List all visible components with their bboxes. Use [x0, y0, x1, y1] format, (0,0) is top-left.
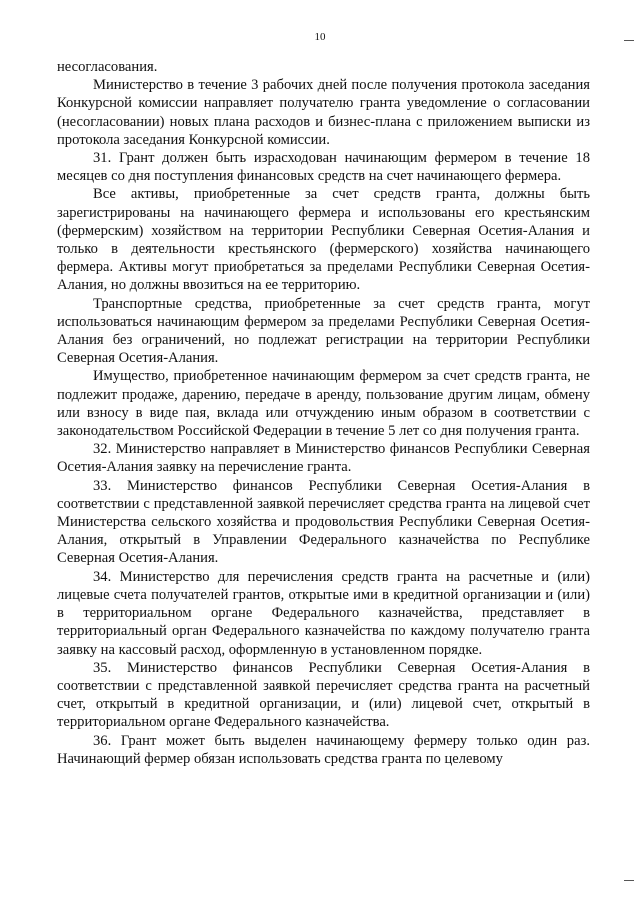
paragraph-clause-32: 32. Министерство направляет в Министерство финансов Республики Северная Осетия-Алания заявку на перечисление гранта. [57, 441, 590, 476]
scan-edge-mark-top [624, 40, 634, 41]
page-number: 10 [314, 31, 326, 43]
paragraph-vehicles: Транспортные средства, приобретенные за счет средств гранта, могут использоваться начинающим фермером за пределами Республики Северная Осетия-Алания без ограничений, но подлежат регистрации на территории Республики Северная Осетия-Алания. [57, 295, 590, 367]
paragraph-clause-36: 36. Грант может быть выделен начинающему фермеру только один раз. Начинающий фермер обязан использовать средства гранта по целевому [57, 732, 590, 767]
paragraph-assets-registration: Все активы, приобретенные за счет средств гранта, должны быть зарегистрированы на начинающего фермера и использованы его крестьянским (фермерским) хозяйством на территории Республики Северная Осетия-Алания и только в деятельности крестьянского (фермерского) хозяйства начинающего фермера. Активы могут приобретаться за пределами Республики Северная Осетия-Алания, но должны ввозиться на ее территорию. [57, 186, 590, 294]
document-body [57, 58, 590, 768]
paragraph-clause-33: 33. Министерство финансов Республики Северная Осетия-Алания в соответствии с представленной заявкой перечисляет средства гранта на лицевой счет Министерства сельского хозяйства и продовольствия Республики Северная Осетия-Алания, открытый в Управлении Федерального казначейства по Республике Северная Осетия-Алания. [57, 477, 590, 567]
paragraph-clause-35: 35. Министерство финансов Республики Северная Осетия-Алания в соответствии с представленной заявкой перечисляет средства гранта на расчетный счет, открытый в кредитной организации, и (или) лицевой счет, открытый в территориальном органе Федерального казначейства. [57, 659, 590, 731]
paragraph-property-restrictions: Имущество, приобретенное начинающим фермером за счет средств гранта, не подлежит продаже, дарению, передаче в аренду, пользование другим лицам, обмену или взносу в виде пая, вклада или отчуждению иным образом в соответствии с законодательством Российской Федерации в течение 5 лет со дня получения гранта. [57, 368, 590, 440]
paragraph-continuation: несогласования. [57, 59, 158, 75]
scan-edge-mark-bottom [624, 880, 634, 881]
paragraph-clause-34: 34. Министерство для перечисления средств гранта на расчетные и (или) лицевые счета получателей грантов, открытые ими в кредитной организации и (или) в территориальном органе Федерального казначейства, представляет в территориальный орган Федерального казначейства по каждому получателю гранта заявку на кассовый расход, оформленную в установленном порядке. [57, 568, 590, 658]
paragraph-clause-31: 31. Грант должен быть израсходован начинающим фермером в течение 18 месяцев со дня поступления финансовых средств на счет начинающего фермера. [57, 150, 590, 185]
paragraph-protocol-notification: Министерство в течение 3 рабочих дней после получения протокола заседания Конкурсной комиссии направляет получателю гранта уведомление о согласовании (несогласовании) новых плана расходов и бизнес-плана с приложением выписки из протокола заседания Конкурсной комиссии. [57, 77, 590, 148]
